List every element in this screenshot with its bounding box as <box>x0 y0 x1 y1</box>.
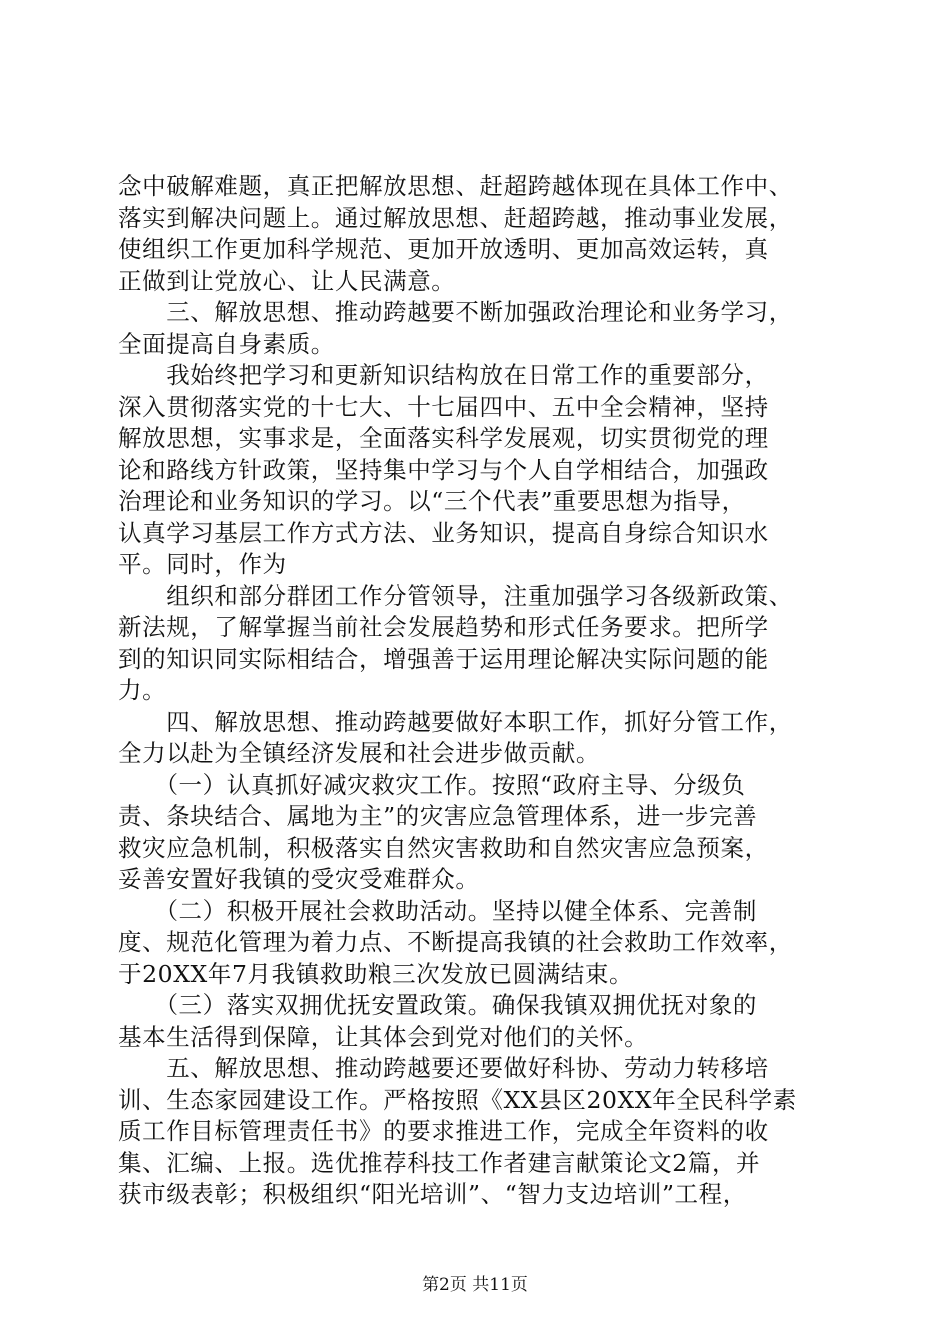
text-line: 基本生活得到保障，让其体会到党对他们的关怀。 <box>118 1022 649 1051</box>
text-line: 度、规范化管理为着力点、不断提高我镇的社会救助工作效率， <box>118 928 793 956</box>
text-line: 到的知识同实际相结合，增强善于运用理论解决实际问题的能 <box>118 644 769 673</box>
text-line: 组织和部分群团工作分管领导，注重加强学习各级新政策、 <box>118 581 793 610</box>
text-line: 论和路线方针政策，坚持集中学习与个人自学相结合，加强政 <box>118 455 769 484</box>
text-line: 落实到解决问题上。通过解放思想、赶超跨越，推动事业发展， <box>118 203 793 232</box>
text-line: 全力以赴为全镇经济发展和社会进步做贡献。 <box>118 739 600 767</box>
text-line: 念中破解难题，真正把解放思想、赶超跨越体现在具体工作中、 <box>118 172 793 200</box>
text-line: 平。同时，作为 <box>118 550 287 578</box>
text-line: 全面提高自身素质。 <box>118 329 335 358</box>
subsection-3: （三）落实双拥优抚安置政策。确保我镇双拥优抚对象的 <box>118 991 757 1019</box>
text-line: 治理论和业务知识的学习。以“三个代表”重要思想为指导， <box>118 487 746 515</box>
document-body <box>118 171 838 1211</box>
text-line: 正做到让党放心、让人民满意。 <box>118 266 456 295</box>
text-line: 认真学习基层工作方式方法、业务知识，提高自身综合知识水 <box>118 518 769 547</box>
text-line: 救灾应急机制，积极落实自然灾害救助和自然灾害应急预案， <box>118 833 769 862</box>
text-line: 新法规，了解掌握当前社会发展趋势和形式任务要求。把所学 <box>118 613 769 641</box>
text-line: 解放思想，实事求是，全面落实科学发展观，切实贯彻党的理 <box>118 424 769 452</box>
subsection-1: （一）认真抓好减灾救灾工作。按照“政府主导、分级负 <box>118 770 746 799</box>
text-line: 责、条块结合、属地为主”的灾害应急管理体系，进一步完善 <box>118 802 758 830</box>
text-line: 我始终把学习和更新知识结构放在日常工作的重要部分， <box>118 361 769 389</box>
text-line: 质工作目标管理责任书》的要求推进工作，完成全年资料的收 <box>118 1117 769 1145</box>
section-heading-5: 五、解放思想、推动跨越要还要做好科协、劳动力转移培 <box>118 1054 769 1082</box>
subsection-2: （二）积极开展社会救助活动。坚持以健全体系、完善制 <box>118 896 757 925</box>
text-line: 深入贯彻落实党的十七大、十七届四中、五中全会精神，坚持 <box>118 392 769 421</box>
section-heading-4: 四、解放思想、推动跨越要做好本职工作，抓好分管工作， <box>118 707 793 736</box>
text-line: 训、生态家园建设工作。严格按照《XX县区20XX年全民科学素 <box>118 1085 797 1114</box>
text-line: 使组织工作更加科学规范、更加开放透明、更加高效运转，真 <box>118 235 769 263</box>
text-line: 集、汇编、上报。选优推荐科技工作者建言献策论文2篇，并 <box>118 1148 761 1177</box>
section-heading-3: 三、解放思想、推动跨越要不断加强政治理论和业务学习， <box>118 298 793 326</box>
page-number-footer: 第2页 共11页 <box>422 1275 528 1295</box>
text-line: 于20XX年7月我镇救助粮三次发放已圆满结束。 <box>118 959 634 988</box>
text-line: 获市级表彰；积极组织“阳光培训”、“智力支边培训”工程， <box>118 1180 747 1208</box>
text-line: 妥善安置好我镇的受灾受难群众。 <box>118 865 480 893</box>
text-line: 力。 <box>118 676 167 704</box>
